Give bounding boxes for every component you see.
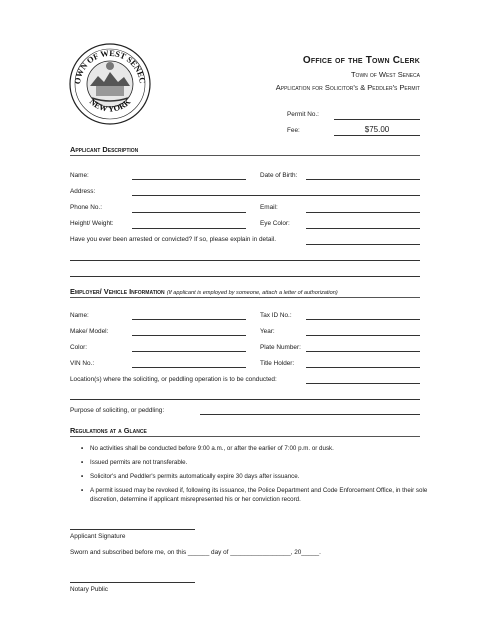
email-label: Email: [260, 204, 278, 211]
permit-no-field[interactable] [334, 119, 420, 120]
year-field[interactable] [306, 335, 420, 336]
regulation-text: A permit issued may be revoked if, following its issuance, the Police Department and Code Enforcement Office, in their sole discretion, determine if applicant misrepresented his or her conviction record. [90, 487, 428, 503]
year-label: Year: [260, 328, 275, 335]
employer-name-label: Name: [70, 312, 89, 319]
fee-field-line [334, 135, 420, 136]
fee-label: Fee: [287, 127, 300, 134]
height-weight-label: Height/ Weight: [70, 220, 114, 227]
dob-field[interactable] [306, 179, 420, 180]
notary-label: Notary Public [70, 586, 109, 593]
employer-note: (If applicant is employed by someone, attach a letter of authorization) [166, 290, 338, 296]
employer-heading-rule [70, 297, 420, 298]
arrested-field-2[interactable] [70, 260, 420, 261]
applicant-signature-field[interactable] [70, 529, 195, 530]
sworn-statement: Sworn and subscribed before me, on this ______ day of _________________, 20_____. [70, 549, 321, 556]
locations-field-2[interactable] [70, 399, 420, 400]
permit-no-label: Permit No.: [287, 111, 319, 118]
make-model-label: Make/ Model: [70, 328, 109, 335]
phone-field[interactable] [132, 212, 246, 213]
eye-color-field[interactable] [306, 228, 420, 229]
make-model-field[interactable] [132, 335, 246, 336]
arrested-field-1[interactable] [306, 244, 420, 245]
tax-id-label: Tax ID No.: [260, 312, 292, 319]
fee-value: $75.00 [364, 125, 390, 134]
town-name: Town of West Seneca [350, 70, 420, 79]
form-title: Application for Solicitor's & Peddler's Permit [275, 83, 420, 92]
regulation-item [81, 445, 420, 454]
employer-heading-text: Employer/ Vehicle Information [70, 287, 165, 296]
tax-id-field[interactable] [306, 319, 420, 320]
plate-label: Plate Number: [260, 344, 301, 351]
bullet-icon: • [81, 473, 84, 480]
seal-bottom-text: NEW YORK [87, 97, 133, 114]
plate-field[interactable] [306, 351, 420, 352]
regulations-heading: Regulations at a Glance [70, 426, 147, 435]
regulation-text: Issued permits are not transferable. [90, 459, 188, 466]
bullet-icon: • [81, 459, 84, 466]
vin-label: VIN No.: [70, 360, 95, 367]
email-field[interactable] [306, 212, 420, 213]
purpose-field[interactable] [200, 414, 420, 415]
seal-top-text: OWN OF WEST SENEC [72, 48, 147, 85]
vin-field[interactable] [132, 367, 246, 368]
phone-label: Phone No.: [70, 204, 102, 211]
regulations-heading-rule [70, 436, 420, 437]
office-title: Office of the Town Clerk [302, 55, 420, 66]
address-label: Address: [70, 188, 96, 195]
arrested-question: Have you ever been arrested or convicted? If so, please explain in detail. [70, 236, 277, 243]
notary-signature-field[interactable] [70, 582, 195, 583]
applicant-heading-rule [70, 155, 420, 156]
regulation-text: No activities shall be conducted before 9:00 a.m., or after the earlier of 7:00 p.m. or dusk. [90, 445, 334, 452]
purpose-label: Purpose of soliciting, or peddling: [70, 407, 165, 414]
bullet-icon: • [81, 487, 84, 494]
color-label: Color: [70, 344, 88, 351]
regulation-item [81, 459, 420, 468]
name-field[interactable] [132, 179, 246, 180]
dob-label: Date of Birth: [260, 172, 298, 179]
applicant-signature-label: Applicant Signature [70, 533, 126, 540]
regulation-item [81, 473, 420, 482]
height-weight-field[interactable] [132, 228, 246, 229]
bullet-icon: • [81, 445, 84, 452]
locations-label: Location(s) where the soliciting, or peddling operation is to be conducted: [70, 376, 277, 383]
title-holder-field[interactable] [306, 367, 420, 368]
color-field[interactable] [132, 351, 246, 352]
address-field[interactable] [132, 195, 420, 196]
eye-color-label: Eye Color: [260, 220, 290, 227]
title-holder-label: Title Holder: [260, 360, 295, 367]
employer-name-field[interactable] [132, 319, 246, 320]
name-label: Name: [70, 172, 89, 179]
regulation-text: Solicitor's and Peddler's permits automatically expire 30 days after issuance. [90, 473, 300, 480]
locations-field-1[interactable] [306, 383, 420, 384]
employer-heading [70, 287, 338, 296]
regulation-item [81, 487, 430, 504]
applicant-heading: Applicant Description [70, 145, 139, 154]
town-seal [68, 42, 152, 126]
arrested-field-3[interactable] [70, 276, 420, 277]
